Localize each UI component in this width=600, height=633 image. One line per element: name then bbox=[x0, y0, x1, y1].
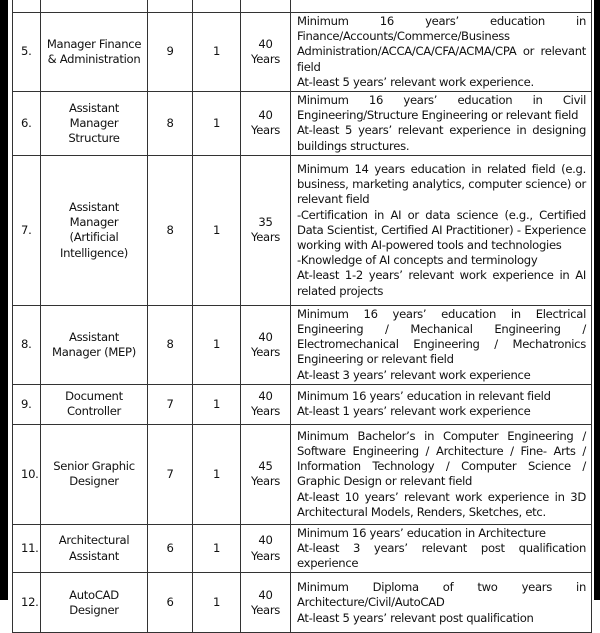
requirements bbox=[291, 0, 592, 13]
table-row bbox=[13, 524, 592, 573]
table-row bbox=[13, 155, 592, 305]
requirements bbox=[291, 305, 592, 384]
grade bbox=[148, 92, 193, 156]
age-unit: Years bbox=[250, 548, 281, 563]
post-title bbox=[41, 305, 148, 384]
requirements bbox=[291, 573, 592, 633]
serial-number-text: 9. bbox=[21, 396, 32, 411]
serial-number bbox=[13, 13, 41, 92]
requirements bbox=[291, 384, 592, 424]
age-number: 40 bbox=[258, 36, 273, 51]
post-title-text: Assistant Manager (Artificial Intelligence) bbox=[59, 199, 129, 260]
grade bbox=[148, 13, 193, 92]
age-number: 40 bbox=[258, 329, 273, 344]
scan-edge-left bbox=[0, 0, 8, 600]
grade bbox=[148, 0, 193, 13]
post-title bbox=[41, 424, 148, 524]
requirement-line: Minimum 16 years’ education in relevant field bbox=[297, 389, 551, 404]
requirements bbox=[291, 155, 592, 305]
grade bbox=[148, 384, 193, 424]
post-title-text: Assistant Manager (MEP) bbox=[52, 329, 136, 359]
age-unit: Years bbox=[250, 123, 281, 138]
age-unit: Years bbox=[250, 344, 281, 359]
requirement-line: -Certification in AI or data science (e.g., Certified Data Scientist, Certified AI Practitioner) - Experience working with AI-powered tools and technologies bbox=[297, 207, 586, 252]
posts-text: 1 bbox=[212, 222, 221, 237]
grade bbox=[148, 524, 193, 573]
number-of-posts bbox=[193, 155, 241, 305]
requirement-line: At-least 3 years’ relevant work experience bbox=[297, 367, 531, 382]
requirements bbox=[291, 424, 592, 524]
posts-text: 1 bbox=[212, 541, 221, 556]
requirement-line: Minimum 16 years’ education in Architecture bbox=[297, 525, 546, 540]
age-number: 45 bbox=[258, 459, 273, 474]
grade bbox=[148, 155, 193, 305]
requirements bbox=[291, 524, 592, 573]
post-title bbox=[41, 13, 148, 92]
requirement-line: Minimum 16 years’ education in Finance/Accounts/Commerce/Business Administration/ACCA/CA/CFA/ACMA/CPA or relevant field bbox=[297, 14, 586, 74]
serial-number-text: 7. bbox=[21, 222, 32, 237]
post-title bbox=[41, 384, 148, 424]
requirement-line: At-least 1-2 years’ relevant work experience in AI related projects bbox=[297, 268, 586, 298]
posts-text: 1 bbox=[212, 44, 221, 59]
serial-number bbox=[13, 424, 41, 524]
number-of-posts bbox=[193, 92, 241, 156]
max-age bbox=[241, 384, 291, 424]
serial-number bbox=[13, 524, 41, 573]
serial-number bbox=[13, 92, 41, 156]
serial-number-text: 11. bbox=[21, 541, 39, 556]
table-row bbox=[13, 424, 592, 524]
grade-text: 7 bbox=[166, 396, 174, 411]
grade-text: 8 bbox=[166, 337, 174, 352]
age-unit: Years bbox=[250, 230, 281, 245]
requirements bbox=[291, 92, 592, 156]
serial-number-text: 6. bbox=[21, 115, 32, 130]
grade bbox=[148, 573, 193, 633]
post-title-text: Assistant Manager Structure bbox=[68, 100, 120, 146]
table-row bbox=[13, 573, 592, 633]
age-unit: Years bbox=[250, 602, 281, 617]
serial-number bbox=[13, 0, 41, 13]
grade-text: 7 bbox=[166, 466, 174, 481]
max-age bbox=[241, 0, 291, 13]
max-age bbox=[241, 305, 291, 384]
serial-number bbox=[13, 573, 41, 633]
grade-text: 8 bbox=[166, 222, 174, 237]
requirement-line: Minimum 16 years’ education in Civil Engineering/Structure Engineering or relevant field bbox=[297, 93, 586, 123]
requirement-line: At-least 1 years’ relevant work experience bbox=[297, 404, 531, 419]
posts-text: 1 bbox=[212, 396, 221, 411]
post-title bbox=[41, 573, 148, 633]
age-number: 40 bbox=[258, 587, 273, 602]
grade-text: 8 bbox=[166, 115, 174, 130]
table-row bbox=[13, 384, 592, 424]
number-of-posts bbox=[193, 384, 241, 424]
age-number: 40 bbox=[258, 108, 273, 123]
table-row bbox=[13, 305, 592, 384]
requirement-line: -Knowledge of AI concepts and terminology bbox=[297, 253, 538, 268]
number-of-posts bbox=[193, 424, 241, 524]
post-title-text: Senior Graphic Designer bbox=[53, 459, 135, 489]
scan-edge-right bbox=[594, 0, 600, 600]
max-age bbox=[241, 573, 291, 633]
requirement-line: At-least 10 years’ relevant work experience in 3D Architectural Models, Renders, Sketches, etc. bbox=[297, 489, 586, 519]
post-title-text: Document Controller bbox=[65, 389, 123, 419]
post-title-text: Architectural Assistant bbox=[58, 533, 130, 563]
table-row bbox=[13, 92, 592, 156]
max-age bbox=[241, 92, 291, 156]
grade bbox=[148, 305, 193, 384]
table-row bbox=[13, 13, 592, 92]
max-age bbox=[241, 155, 291, 305]
grade-text: 9 bbox=[166, 44, 174, 59]
serial-number-text: 8. bbox=[21, 337, 32, 352]
requirement-line: At-least 3 years’ relevant post qualification experience bbox=[297, 541, 586, 571]
requirement-line: Minimum Diploma of two years in Architecture/Civil/AutoCAD bbox=[297, 580, 586, 610]
max-age bbox=[241, 424, 291, 524]
post-title-text: Manager Finance & Administration bbox=[46, 36, 142, 66]
age-number: 35 bbox=[258, 215, 273, 230]
table-row bbox=[13, 0, 592, 13]
serial-number bbox=[13, 305, 41, 384]
serial-number bbox=[13, 155, 41, 305]
post-title bbox=[41, 92, 148, 156]
serial-number bbox=[13, 384, 41, 424]
serial-number-text: 10. bbox=[21, 466, 39, 481]
requirements bbox=[291, 13, 592, 92]
posts-text: 1 bbox=[212, 337, 221, 352]
requirement-line: Minimum Bachelor’s in Computer Engineering / Software Engineering / Architecture / Fine- Arts / Information Technology / Computer Science / Graphic Design or relevant field bbox=[297, 428, 586, 489]
age-unit: Years bbox=[250, 474, 281, 489]
grade bbox=[148, 424, 193, 524]
grade-text: 6 bbox=[166, 595, 174, 610]
job-requirements-table bbox=[12, 0, 592, 633]
number-of-posts bbox=[193, 573, 241, 633]
post-title bbox=[41, 524, 148, 573]
age-number: 40 bbox=[258, 389, 273, 404]
requirement-line: At-least 5 years’ relevant post qualification bbox=[297, 610, 534, 625]
serial-number-text: 5. bbox=[21, 44, 32, 59]
max-age bbox=[241, 524, 291, 573]
posts-text: 1 bbox=[212, 466, 221, 481]
serial-number-text: 12. bbox=[21, 595, 39, 610]
post-title bbox=[41, 155, 148, 305]
age-number: 40 bbox=[258, 533, 273, 548]
max-age bbox=[241, 13, 291, 92]
age-unit: Years bbox=[250, 52, 281, 66]
number-of-posts bbox=[193, 13, 241, 92]
number-of-posts bbox=[193, 305, 241, 384]
posts-text: 1 bbox=[212, 115, 221, 130]
post-title bbox=[41, 0, 148, 13]
number-of-posts bbox=[193, 0, 241, 13]
age-unit: Years bbox=[250, 404, 281, 419]
requirement-line: Minimum 16 years’ education in Electrical Engineering / Mechanical Engineering / Electromechanical Engineering / Mechatronics Engineering or relevant field bbox=[297, 306, 586, 367]
requirement-line: At-least 5 years’ relevant experience in designing buildings structures. bbox=[297, 123, 586, 153]
posts-text: 1 bbox=[212, 595, 221, 610]
requirement-line: At-least 5 years’ relevant work experience. bbox=[297, 74, 534, 89]
requirement-line: Minimum 14 years education in related field (e.g. business, marketing analytics, computer science) or relevant field bbox=[297, 161, 586, 207]
post-title-text: AutoCAD Designer bbox=[69, 587, 119, 617]
grade-text: 6 bbox=[166, 541, 174, 556]
number-of-posts bbox=[193, 524, 241, 573]
